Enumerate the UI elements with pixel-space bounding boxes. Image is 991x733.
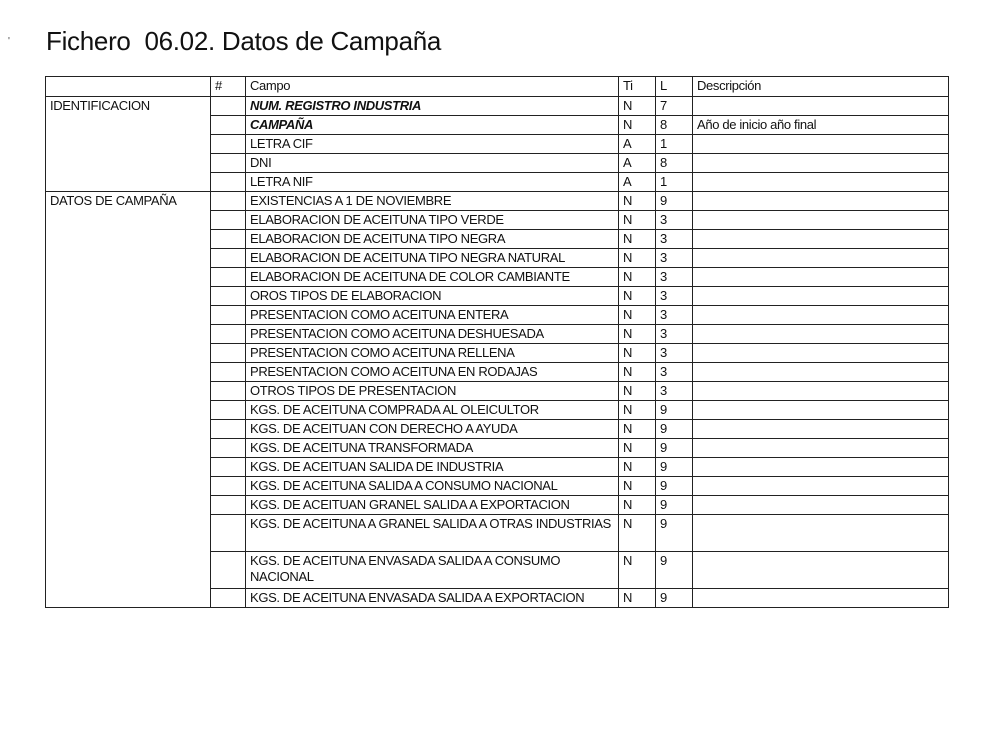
table-cell-section [46,458,211,477]
table-cell-campo: LETRA CIF [246,135,619,154]
table-cell-l: 3 [656,211,693,230]
table-cell-campo: KGS. DE ACEITUNA TRANSFORMADA [246,439,619,458]
col-header-l: L [656,77,693,97]
table-cell-ti: A [619,173,656,192]
table-row [46,363,949,382]
table-cell-descripcion [693,496,949,515]
table-cell-campo: CAMPAÑA [246,116,619,135]
table-cell-section [46,363,211,382]
table-cell-l: 9 [656,589,693,608]
table-cell-descripcion [693,382,949,401]
table-row [46,268,949,287]
table-cell-section [46,116,211,135]
col-header-ti: Ti [619,77,656,97]
table-cell-descripcion [693,420,949,439]
table-cell-l: 9 [656,439,693,458]
table-cell-l: 7 [656,97,693,116]
table-cell-ti: N [619,439,656,458]
table-cell-section [46,268,211,287]
table-cell-section [46,325,211,344]
table-cell-descripcion [693,135,949,154]
table-cell-campo: KGS. DE ACEITUNA A GRANEL SALIDA A OTRAS INDUSTRIAS [246,515,619,552]
table-cell-descripcion [693,589,949,608]
table-cell-campo: ELABORACION DE ACEITUNA TIPO NEGRA NATURAL [246,249,619,268]
table-row [46,477,949,496]
table-cell-hash [211,420,246,439]
table-cell-section [46,477,211,496]
table-cell-campo: KGS. DE ACEITUAN GRANEL SALIDA A EXPORTACION [246,496,619,515]
table-cell-ti: N [619,515,656,552]
table-cell-section [46,249,211,268]
table-cell-campo: KGS. DE ACEITUNA COMPRADA AL OLEICULTOR [246,401,619,420]
table-cell-section: DATOS DE CAMPAÑA [46,192,211,211]
table-cell-campo: ELABORACION DE ACEITUNA TIPO NEGRA [246,230,619,249]
table-cell-section [46,154,211,173]
table-cell-hash [211,154,246,173]
table-cell-hash [211,97,246,116]
table-cell-section [46,344,211,363]
table-cell-hash [211,496,246,515]
table-cell-hash [211,306,246,325]
table-row [46,306,949,325]
table-cell-descripcion [693,477,949,496]
table-cell-descripcion [693,192,949,211]
col-header-section [46,77,211,97]
table-row [46,97,949,116]
table-row [46,515,949,552]
table-cell-l: 3 [656,382,693,401]
table-cell-campo: KGS. DE ACEITUNA SALIDA A CONSUMO NACIONAL [246,477,619,496]
table-cell-descripcion [693,268,949,287]
table-cell-hash [211,589,246,608]
table-cell-hash [211,363,246,382]
table-cell-hash [211,230,246,249]
table-row [46,382,949,401]
table-cell-hash [211,192,246,211]
table-row [46,552,949,589]
table-cell-campo: PRESENTACION COMO ACEITUNA EN RODAJAS [246,363,619,382]
table-cell-descripcion [693,230,949,249]
table-cell-campo: EXISTENCIAS A 1 DE NOVIEMBRE [246,192,619,211]
table-cell-section [46,287,211,306]
table-cell-campo: KGS. DE ACEITUAN SALIDA DE INDUSTRIA [246,458,619,477]
table-cell-hash [211,249,246,268]
table-cell-descripcion [693,401,949,420]
table-cell-l: 9 [656,458,693,477]
table-cell-l: 1 [656,173,693,192]
table-row [46,211,949,230]
table-cell-section [46,420,211,439]
table-cell-ti: A [619,154,656,173]
table-cell-descripcion [693,439,949,458]
table-cell-ti: A [619,135,656,154]
field-table [45,76,949,608]
table-body [46,97,949,608]
table-cell-descripcion [693,97,949,116]
table-cell-section [46,135,211,154]
table-cell-section [46,439,211,458]
table-cell-l: 8 [656,116,693,135]
table-row [46,154,949,173]
table-cell-hash [211,287,246,306]
table-cell-descripcion [693,363,949,382]
table-cell-ti: N [619,97,656,116]
table-cell-hash [211,515,246,552]
table-cell-hash [211,211,246,230]
table-cell-descripcion [693,173,949,192]
table-row [46,496,949,515]
table-cell-descripcion [693,344,949,363]
table-cell-ti: N [619,192,656,211]
table-cell-ti: N [619,363,656,382]
table-cell-campo: KGS. DE ACEITUAN CON DERECHO A AYUDA [246,420,619,439]
table-cell-hash [211,325,246,344]
table-cell-ti: N [619,382,656,401]
table-cell-campo: KGS. DE ACEITUNA ENVASADA SALIDA A CONSUMO NACIONAL [246,552,619,589]
table-cell-l: 3 [656,325,693,344]
table-cell-ti: N [619,230,656,249]
table-row [46,439,949,458]
table-cell-ti: N [619,496,656,515]
table-cell-hash [211,382,246,401]
table-cell-l: 9 [656,552,693,589]
table-cell-ti: N [619,116,656,135]
table-cell-l: 3 [656,306,693,325]
table-cell-campo: LETRA NIF [246,173,619,192]
table-row [46,173,949,192]
table-cell-hash [211,135,246,154]
table-cell-campo: PRESENTACION COMO ACEITUNA RELLENA [246,344,619,363]
table-cell-hash [211,552,246,589]
table-cell-hash [211,173,246,192]
table-cell-ti: N [619,287,656,306]
table-cell-descripcion [693,249,949,268]
table-cell-campo: OROS TIPOS DE ELABORACION [246,287,619,306]
table-cell-ti: N [619,401,656,420]
table-cell-descripcion [693,287,949,306]
table-cell-descripcion [693,458,949,477]
table-cell-l: 9 [656,401,693,420]
table-cell-section [46,382,211,401]
table-cell-section: IDENTIFICACION [46,97,211,116]
table-cell-section [46,230,211,249]
table-cell-l: 9 [656,420,693,439]
table-cell-l: 9 [656,477,693,496]
page-title: Fichero 06.02. Datos de Campaña [46,26,442,56]
table-cell-hash [211,268,246,287]
table-row [46,135,949,154]
table-cell-section [46,306,211,325]
table-header-row [46,77,949,97]
table-row [46,325,949,344]
table-row [46,589,949,608]
table-cell-section [46,173,211,192]
table-cell-ti: N [619,306,656,325]
scan-speck: ' [8,36,10,47]
table-row [46,192,949,211]
table-row [46,420,949,439]
col-header-descripcion: Descripción [693,77,949,97]
table-cell-l: 9 [656,192,693,211]
table-cell-hash [211,344,246,363]
table-cell-l: 9 [656,496,693,515]
table-row [46,401,949,420]
table-cell-ti: N [619,344,656,363]
table-cell-campo: ELABORACION DE ACEITUNA TIPO VERDE [246,211,619,230]
table-cell-l: 9 [656,515,693,552]
table-cell-l: 3 [656,268,693,287]
table-cell-section [46,496,211,515]
table-cell-descripcion [693,306,949,325]
table-cell-ti: N [619,211,656,230]
table-cell-l: 8 [656,154,693,173]
table-cell-campo: ELABORACION DE ACEITUNA DE COLOR CAMBIANTE [246,268,619,287]
table-cell-ti: N [619,325,656,344]
table-cell-campo: DNI [246,154,619,173]
col-header-hash: # [211,77,246,97]
table-cell-l: 3 [656,230,693,249]
table-cell-section [46,401,211,420]
table-cell-section [46,211,211,230]
table-cell-hash [211,439,246,458]
table-cell-descripcion [693,154,949,173]
table-cell-campo: NUM. REGISTRO INDUSTRIA [246,97,619,116]
table-cell-campo: PRESENTACION COMO ACEITUNA DESHUESADA [246,325,619,344]
table-row [46,230,949,249]
table-cell-descripcion: Año de inicio año final [693,116,949,135]
table-cell-campo: KGS. DE ACEITUNA ENVASADA SALIDA A EXPORTACION [246,589,619,608]
table-cell-ti: N [619,420,656,439]
table-row [46,116,949,135]
table-cell-descripcion [693,325,949,344]
table-row [46,287,949,306]
table-cell-ti: N [619,458,656,477]
table-cell-hash [211,477,246,496]
table-cell-hash [211,401,246,420]
table-cell-descripcion [693,552,949,589]
table-cell-ti: N [619,552,656,589]
table-cell-ti: N [619,268,656,287]
table-row [46,249,949,268]
table-cell-l: 3 [656,249,693,268]
table-cell-hash [211,458,246,477]
table-cell-l: 3 [656,363,693,382]
table-cell-campo: OTROS TIPOS DE PRESENTACION [246,382,619,401]
table-row [46,344,949,363]
table-cell-l: 3 [656,287,693,306]
table-cell-section [46,515,211,552]
table-cell-descripcion [693,211,949,230]
table-cell-campo: PRESENTACION COMO ACEITUNA ENTERA [246,306,619,325]
table-row [46,458,949,477]
table-cell-section [46,589,211,608]
table-cell-ti: N [619,249,656,268]
table-cell-hash [211,116,246,135]
table-cell-ti: N [619,589,656,608]
table-cell-descripcion [693,515,949,552]
col-header-campo: Campo [246,77,619,97]
table-cell-l: 3 [656,344,693,363]
table-cell-ti: N [619,477,656,496]
table-cell-l: 1 [656,135,693,154]
table-cell-section [46,552,211,589]
